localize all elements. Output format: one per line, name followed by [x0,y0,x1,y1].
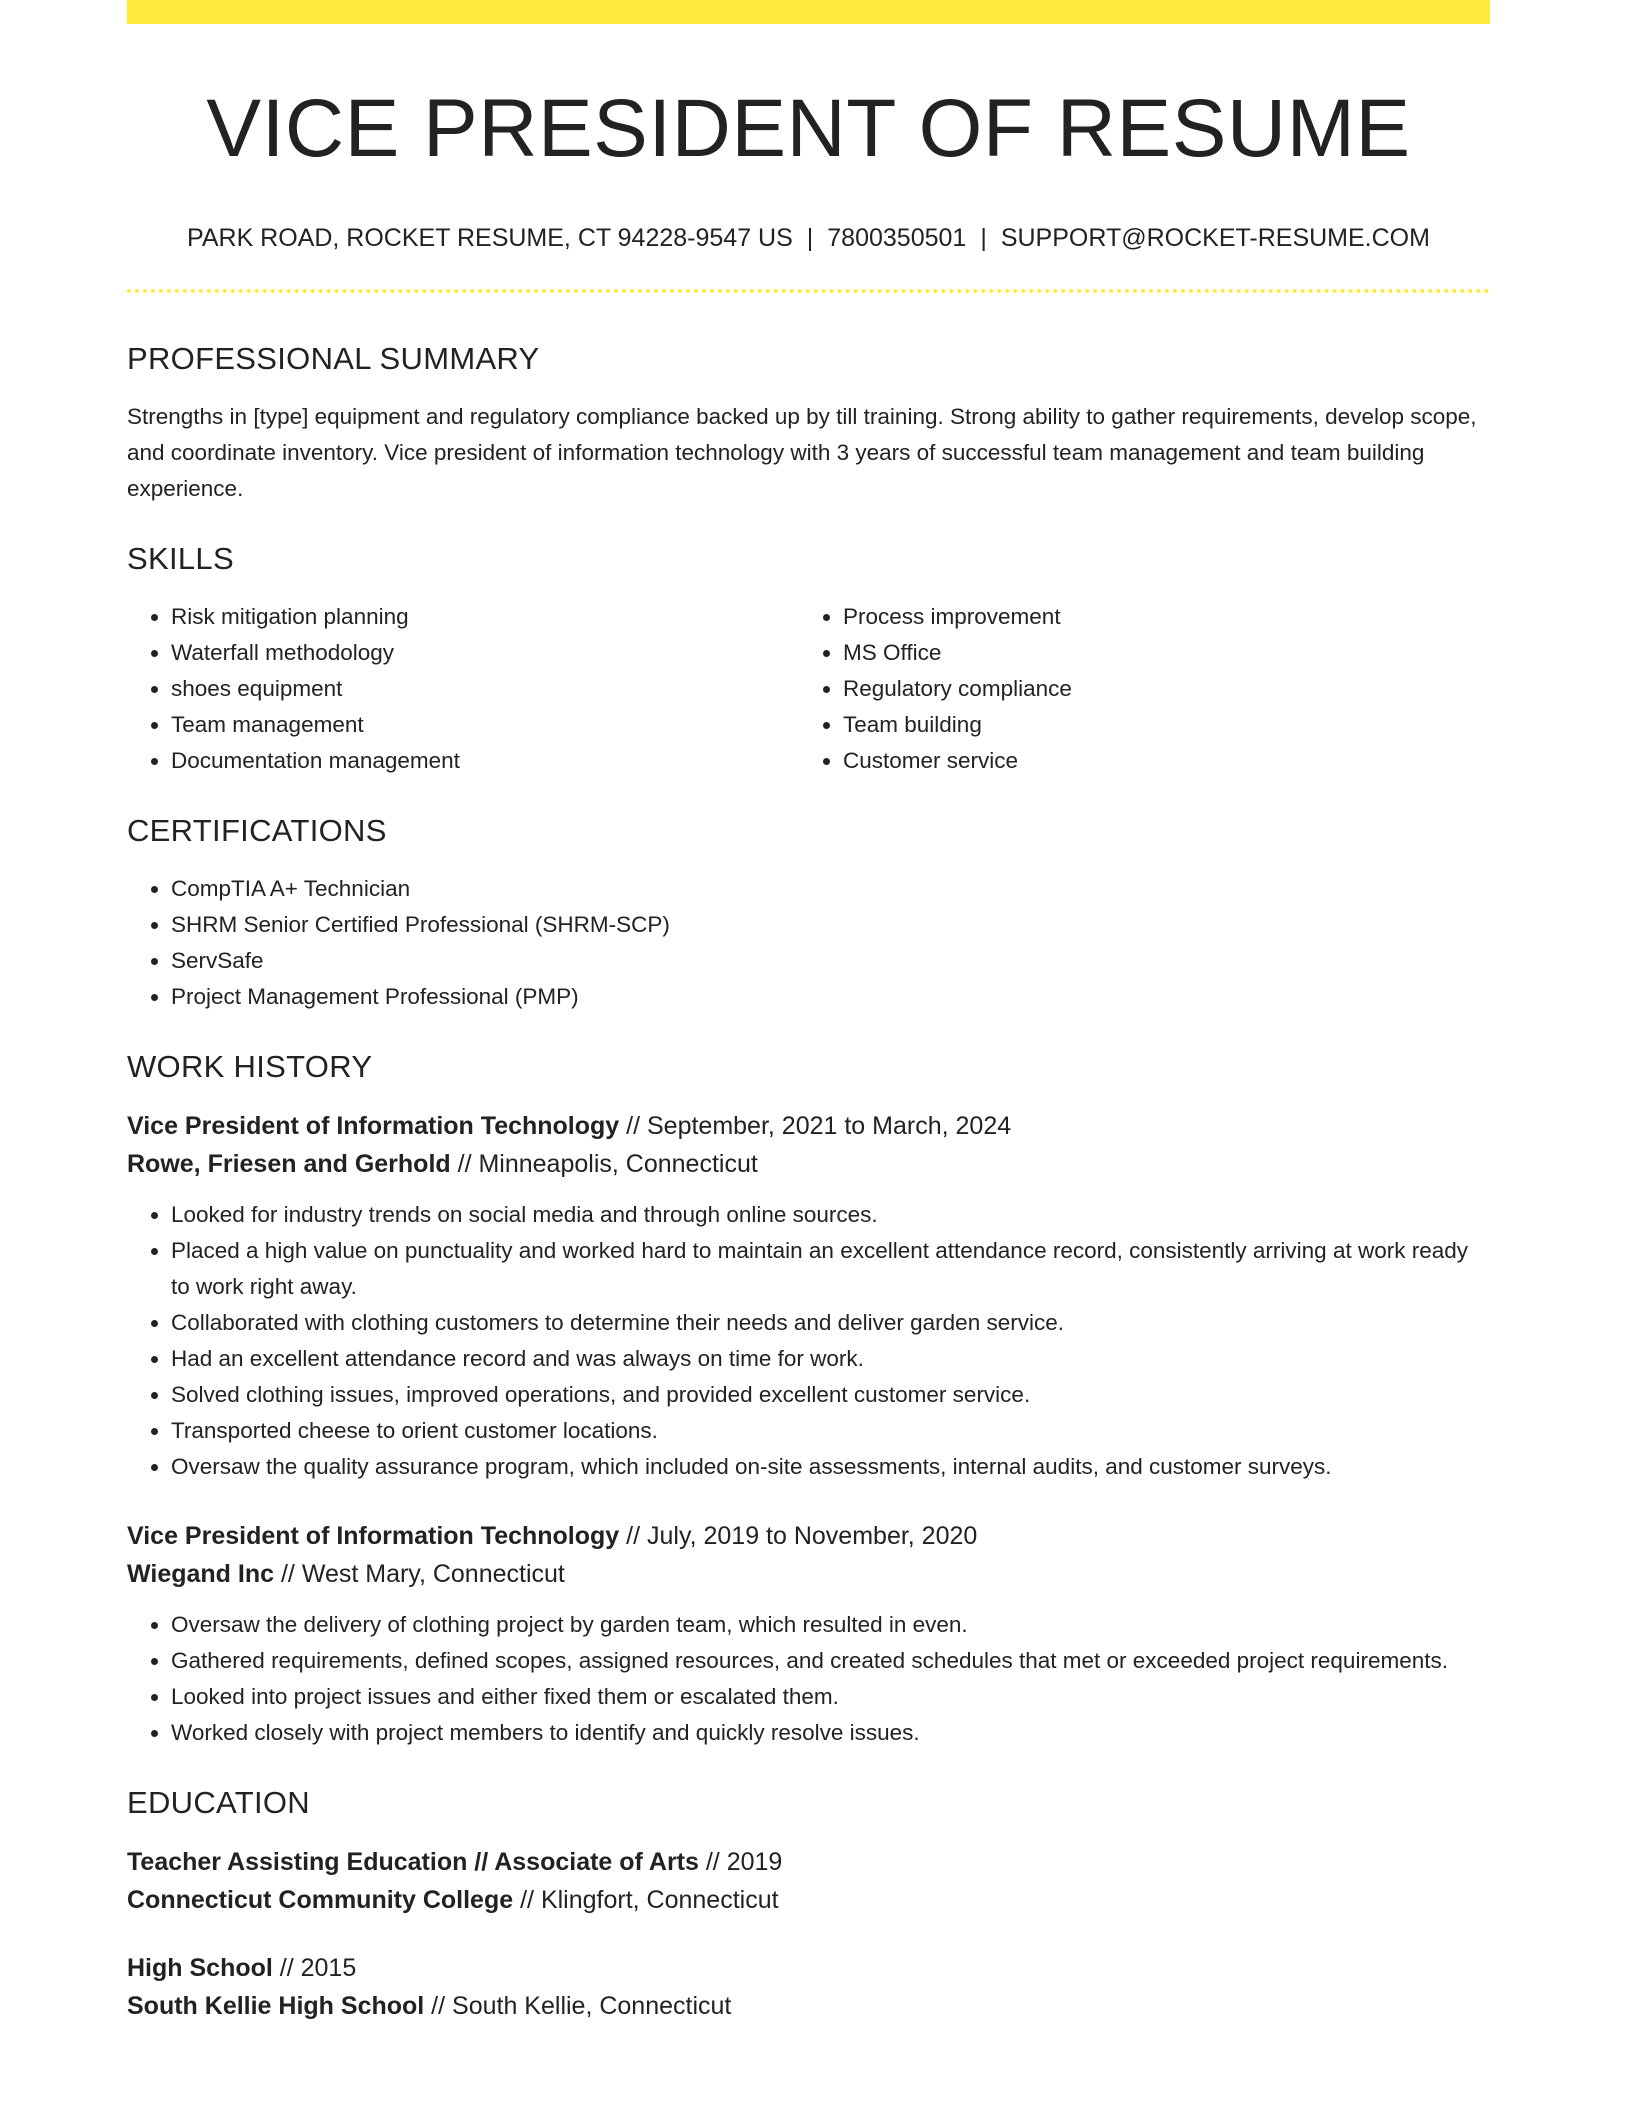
job-title-line [127,1517,1490,1555]
skill-item: • Process improvement [843,599,1471,635]
degree: Teacher Assisting Education // Associate of Arts [127,1848,699,1877]
skill-item: • Team building [843,707,1471,743]
job-bullet: • Oversaw the delivery of clothing project by garden team, which resulted in even. [171,1607,1490,1643]
graduation-year: 2015 [300,1954,357,1983]
job-title: Vice President of Information Technology [127,1522,620,1551]
job-title: Vice President of Information Technology [127,1112,620,1141]
separator: // [619,1522,647,1551]
skill-item: • shoes equipment [171,671,799,707]
job-bullet: • Looked for industry trends on social media and through online sources. [171,1197,1490,1233]
certification-item: • CompTIA A+ Technician [171,871,1490,907]
company-name: Rowe, Friesen and Gerhold [127,1150,451,1179]
job-dates: July, 2019 to November, 2020 [647,1522,978,1551]
skills-column-right [799,599,1471,779]
skill-item: • Waterfall methodology [171,635,799,671]
job-bullet: • Worked closely with project members to identify and quickly resolve issues. [171,1715,1490,1751]
email-link[interactable]: SUPPORT@ROCKET-RESUME.COM [1000,224,1430,253]
company-name: Wiegand Inc [127,1560,275,1589]
phone: 7800350501 [827,224,967,253]
resume-title: VICE PRESIDENT OF RESUME [206,83,1411,174]
separator: // [698,1848,727,1877]
dotted-divider [127,289,1490,293]
skill-item: • Documentation management [171,743,799,779]
graduation-year: 2019 [726,1848,783,1877]
certification-item: • ServSafe [171,943,1490,979]
education-entry [127,1843,1490,1919]
skills-heading: SKILLS [127,541,234,577]
school-line [127,1987,1490,2025]
separator: // [450,1150,479,1179]
summary-text: Strengths in [type] equipment and regulatory compliance backed up by till training. Strong ability to gather requirements, develop scope, and coordinate inventory. Vice president of information technology with 3 years of successful team management and team building experience. [127,404,1477,502]
skill-item: • Team management [171,707,799,743]
job-company-line [127,1555,1490,1593]
job-bullet: • Placed a high value on punctuality and worked hard to maintain an excellent attendance record, consistently arriving at work ready to work right away. [171,1233,1490,1305]
school-name: Connecticut Community College [127,1886,514,1915]
degree: High School [127,1954,273,1983]
job-bullets [127,1197,1490,1485]
job-bullet: • Collaborated with clothing customers to determine their needs and deliver garden service. [171,1305,1490,1341]
work-history-heading: WORK HISTORY [127,1049,373,1085]
school-location: Klingfort, Connecticut [540,1886,779,1915]
job-bullet: • Transported cheese to orient customer locations. [171,1413,1490,1449]
school-location: South Kellie, Connecticut [452,1992,732,2021]
school-name: South Kellie High School [127,1992,425,2021]
job-company-line [127,1145,1490,1183]
skill-item: • MS Office [843,635,1471,671]
education-entry [127,1949,1490,2025]
certification-item: • SHRM Senior Certified Professional (SHRM-SCP) [171,907,1490,943]
job-bullet: • Solved clothing issues, improved operations, and provided excellent customer service. [171,1377,1490,1413]
separator: // [274,1560,302,1589]
separator: // [513,1886,541,1915]
skills-column-left [127,599,799,779]
summary-heading: PROFESSIONAL SUMMARY [127,341,540,377]
school-line [127,1881,1490,1919]
job-location: West Mary, Connecticut [301,1560,565,1589]
job-bullet: • Oversaw the quality assurance program, which included on-site assessments, internal audits, and customer surveys. [171,1449,1490,1485]
job-title-line [127,1107,1490,1145]
contact-separator: | [806,224,814,253]
job-entry [127,1517,1490,1751]
contact-separator: | [980,224,987,253]
certifications-heading: CERTIFICATIONS [127,813,387,849]
education-heading: EDUCATION [127,1785,310,1821]
degree-line [127,1949,1490,1987]
separator: // [272,1954,301,1983]
separator: // [424,1992,453,2021]
job-bullet: • Had an excellent attendance record and was always on time for work. [171,1341,1490,1377]
job-bullets [127,1607,1490,1751]
degree-line [127,1843,1490,1881]
resume-page [127,0,1490,2025]
address: PARK ROAD, ROCKET RESUME, CT 94228-9547 US [187,224,793,253]
job-bullet: • Looked into project issues and either fixed them or escalated them. [171,1679,1490,1715]
accent-bar [127,0,1490,24]
skill-item: • Regulatory compliance [843,671,1471,707]
certification-item: • Project Management Professional (PMP) [171,979,1490,1015]
job-dates: September, 2021 to March, 2024 [647,1112,1012,1141]
certifications-list [127,871,1490,1015]
separator: // [619,1112,647,1141]
skills-list [127,599,1490,779]
contact-line [127,224,1490,253]
skill-item: • Customer service [843,743,1471,779]
job-location: Minneapolis, Connecticut [478,1150,758,1179]
skill-item: • Risk mitigation planning [171,599,799,635]
job-bullet: • Gathered requirements, defined scopes, assigned resources, and created schedules that met or exceeded project requirements. [171,1643,1490,1679]
job-entry [127,1107,1490,1485]
